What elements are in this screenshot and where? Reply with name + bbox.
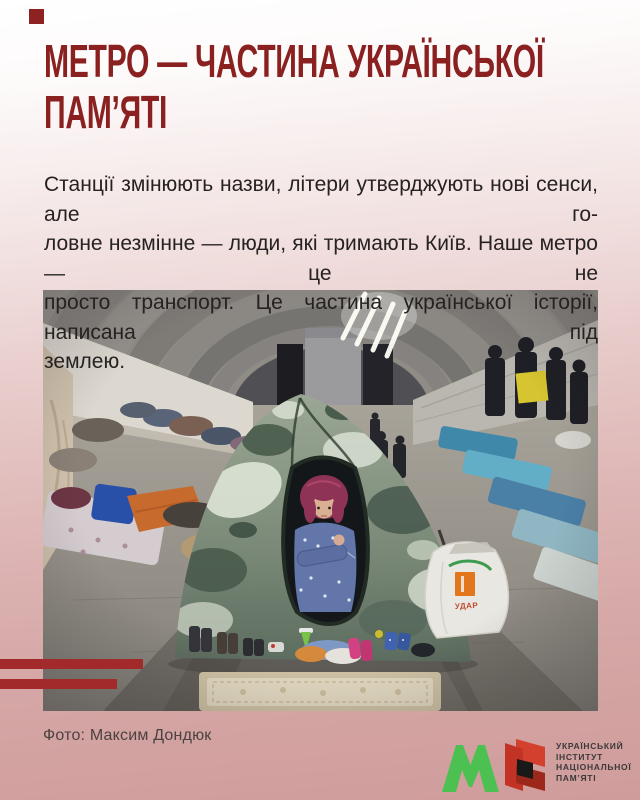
body-line: ловне незмінне — люди, які тримають Київ. Наше метро — це не: [44, 232, 598, 285]
page-title-line1: МЕТРО — ЧАСТИНА УКРАЇНСЬКОЇ: [44, 35, 544, 87]
institute-name-line: ІНСТИТУТ: [556, 751, 604, 762]
kyiv-metro-m-icon: [441, 743, 500, 792]
accent-square: [29, 9, 44, 24]
institute-name: [556, 741, 631, 783]
accent-bar-bottom: [0, 679, 117, 689]
photo-caption: Фото: Максим Дондюк: [43, 727, 212, 744]
body-line: Станції змінюють назви, літери утверджують нові сенси, але го-: [44, 173, 598, 226]
institute-name-line: ПАМ’ЯТІ: [556, 772, 597, 783]
page-title-line2: ПАМ’ЯТІ: [44, 86, 168, 138]
page-title: [44, 36, 544, 138]
body-paragraph: [44, 170, 598, 377]
uinp-logo-icon: [503, 737, 547, 793]
institute-name-line: УКРАЇНСЬКИЙ: [556, 741, 624, 751]
body-line: просто транспорт. Це частина української історії, написана під: [44, 291, 598, 344]
accent-bar-top: [0, 659, 143, 669]
institute-name-line: НАЦІОНАЛЬНОЇ: [556, 762, 632, 772]
body-line: землею.: [44, 350, 126, 373]
